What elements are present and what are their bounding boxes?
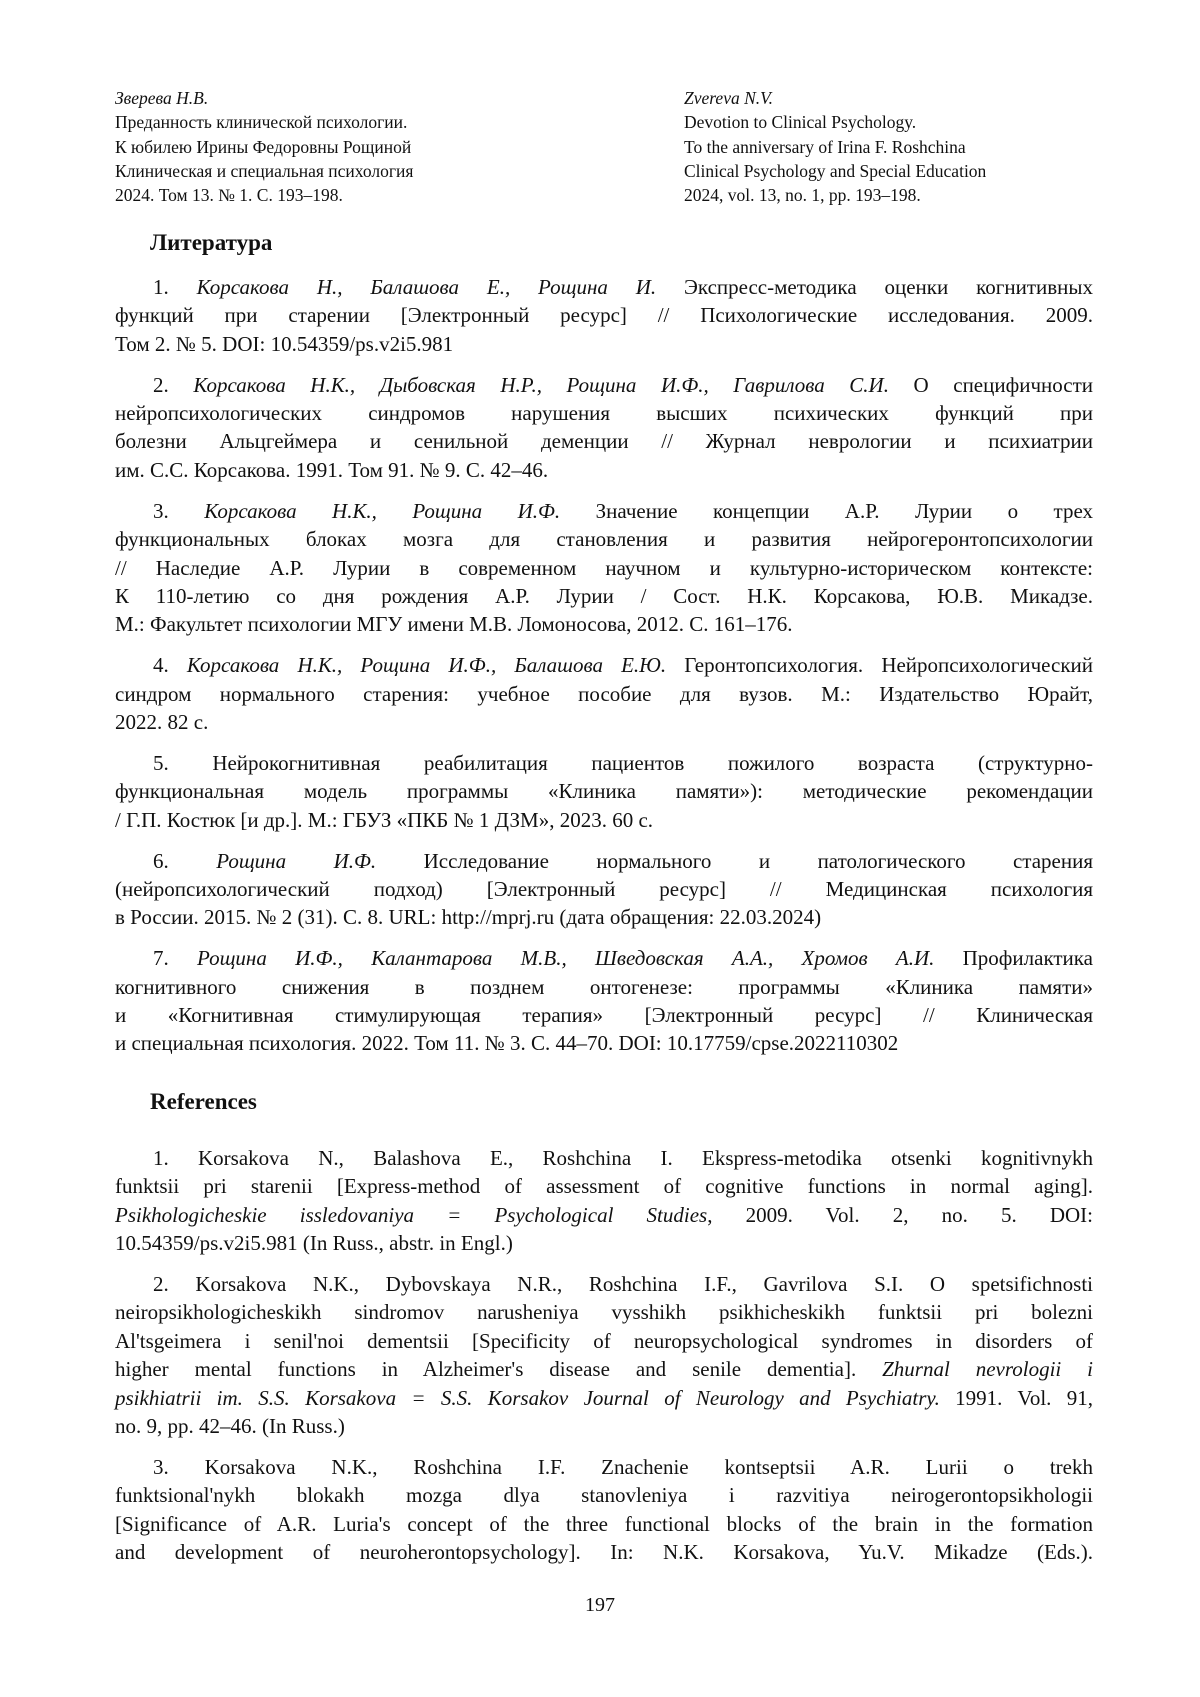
reference-line: [115, 903, 1093, 931]
article-subtitle: К юбилею Ирины Федоровны Рощиной: [115, 135, 413, 159]
reference-item: [115, 371, 1093, 485]
text: О специфичности: [889, 373, 1093, 397]
text: и «Когнитивная стимулирующая терапия» [Электронный ресурс] // Клиническая: [115, 1003, 1093, 1027]
reference-line: [115, 1029, 1093, 1057]
text: 2. Korsakova N.K., Dybovskaya N.R., Roshchina I.F., Gavrilova S.I. O spetsifichnosti: [153, 1272, 1093, 1296]
page-number: 197: [0, 1594, 1200, 1617]
text: им. С.С. Корсакова. 1991. Том 91. № 9. С. 42–46.: [115, 458, 548, 482]
article-title: Devotion to Clinical Psychology.: [684, 110, 986, 134]
reference-line: [115, 777, 1093, 805]
text: функциональных блоках мозга для становления и развития нейрогеронтопсихологии: [115, 527, 1093, 551]
reference-line: [115, 651, 1093, 679]
reference-line: [115, 680, 1093, 708]
text: Геронтопсихология. Нейропсихологический: [666, 653, 1093, 677]
text: (нейропсихологический подход) [Электронный ресурс] // Медицинская психология: [115, 877, 1093, 901]
reference-line: [115, 456, 1093, 484]
reference-item: [115, 497, 1093, 639]
reference-line: [115, 273, 1093, 301]
text: функций при старении [Электронный ресурс] // Психологические исследования. 2009.: [115, 303, 1093, 327]
italic-text: Корсакова Н.К., Рощина И.Ф., Балашова Е.Ю.: [187, 653, 666, 677]
reference-item: [115, 1144, 1093, 1258]
article-title: Преданность клинической психологии.: [115, 110, 413, 134]
reference-item: [115, 749, 1093, 834]
reference-line: [115, 497, 1093, 525]
reference-line: [115, 1144, 1093, 1172]
text: Профилактика: [934, 946, 1093, 970]
reference-line: [115, 1229, 1093, 1257]
text: Экспресс-методика оценки когнитивных: [656, 275, 1093, 299]
reference-line: [115, 1327, 1093, 1355]
text: Исследование нормального и патологического старения: [376, 849, 1093, 873]
reference-line: [115, 330, 1093, 358]
text: 5. Нейрокогнитивная реабилитация пациентов пожилого возраста (структурно-: [153, 751, 1093, 775]
text: no. 9, pp. 42–46. (In Russ.): [115, 1414, 345, 1438]
reference-line: [115, 582, 1093, 610]
reference-line: [115, 525, 1093, 553]
italic-text: psikhiatrii im. S.S. Korsakova = S.S. Korsakov Journal of Neurology and Psychiatry.: [115, 1386, 940, 1410]
text: 1. Korsakova N., Balashova E., Roshchina I. Ekspress-metodika otsenki kognitivnykh: [153, 1146, 1093, 1170]
reference-line: [115, 1538, 1093, 1566]
text: higher mental functions in Alzheimer's disease and senile dementia].: [115, 1357, 882, 1381]
literatura-heading: Литература: [150, 230, 272, 256]
reference-line: [115, 708, 1093, 736]
reference-line: [115, 1270, 1093, 1298]
reference-line: [115, 1453, 1093, 1481]
journal-name: Clinical Psychology and Special Education: [684, 159, 986, 183]
reference-item: [115, 1270, 1093, 1440]
text: 3. Korsakova N.K., Roshchina I.F. Znachenie kontseptsii A.R. Lurii o trekh: [153, 1455, 1093, 1479]
text: 1.: [153, 275, 197, 299]
text: 7.: [153, 946, 197, 970]
text: и специальная психология. 2022. Том 11. № 3. С. 44–70. DOI: 10.17759/cpse.2022110302: [115, 1031, 898, 1055]
text: 10.54359/ps.v2i5.981 (In Russ., abstr. in Engl.): [115, 1231, 513, 1255]
reference-line: [115, 1001, 1093, 1029]
reference-line: [115, 973, 1093, 1001]
reference-line: [115, 371, 1093, 399]
reference-line: [115, 1298, 1093, 1326]
reference-line: [115, 875, 1093, 903]
reference-item: [115, 944, 1093, 1058]
references-list: [115, 1144, 1093, 1579]
journal-name: Клиническая и специальная психология: [115, 159, 413, 183]
italic-text: Psikhologicheskie issledovaniya = Psychological Studies: [115, 1203, 707, 1227]
text: Том 2. № 5. DOI: 10.54359/ps.v2i5.981: [115, 332, 453, 356]
text: Al'tsgeimera i senil'noi dementsii [Specificity of neuropsychological syndromes in disorders of: [115, 1329, 1093, 1353]
reference-line: [115, 806, 1093, 834]
text: синдром нормального старения: учебное пособие для вузов. М.: Издательство Юрайт,: [115, 682, 1093, 706]
reference-item: [115, 1453, 1093, 1567]
text: К 110-летию со дня рождения А.Р. Лурии / Сост. Н.К. Корсакова, Ю.В. Микадзе.: [115, 584, 1093, 608]
reference-line: [115, 427, 1093, 455]
reference-line: [115, 399, 1093, 427]
reference-line: [115, 847, 1093, 875]
text: когнитивного снижения в позднем онтогенезе: программы «Клиника памяти»: [115, 975, 1093, 999]
reference-line: [115, 749, 1093, 777]
author: Zvereva N.V.: [684, 86, 986, 110]
italic-text: Корсакова Н., Балашова Е., Рощина И.: [197, 275, 657, 299]
reference-item: [115, 273, 1093, 358]
text: М.: Факультет психологии МГУ имени М.В. Ломоносова, 2012. С. 161–176.: [115, 612, 792, 636]
reference-line: [115, 1172, 1093, 1200]
text: , 2009. Vol. 2, no. 5. DOI:: [707, 1203, 1093, 1227]
references-heading: References: [150, 1089, 257, 1115]
text: 6.: [153, 849, 216, 873]
italic-text: Рощина И.Ф., Калантарова М.В., Шведовская А.А., Хромов А.И.: [197, 946, 934, 970]
italic-text: Корсакова Н.К., Дыбовская Н.Р., Рощина И.Ф., Гаврилова С.И.: [193, 373, 889, 397]
reference-line: [115, 301, 1093, 329]
italic-text: Корсакова Н.К., Рощина И.Ф.: [204, 499, 560, 523]
text: Значение концепции А.Р. Лурии о трех: [560, 499, 1093, 523]
text: 4.: [153, 653, 187, 677]
text: 2.: [153, 373, 193, 397]
reference-line: [115, 1510, 1093, 1538]
reference-item: [115, 847, 1093, 932]
reference-line: [115, 944, 1093, 972]
author: Зверева Н.В.: [115, 86, 413, 110]
reference-line: [115, 1481, 1093, 1509]
text: / Г.П. Костюк [и др.]. М.: ГБУЗ «ПКБ № 1 ДЗМ», 2023. 60 с.: [115, 808, 653, 832]
italic-text: Zhurnal nevrologii i: [882, 1357, 1093, 1381]
reference-line: [115, 610, 1093, 638]
reference-line: [115, 554, 1093, 582]
text: 3.: [153, 499, 204, 523]
text: funktsional'nykh blokakh mozga dlya stanovleniya i razvitiya neirogerontopsikhologii: [115, 1483, 1093, 1507]
text: болезни Альцгеймера и сенильной деменции // Журнал неврологии и психиатрии: [115, 429, 1093, 453]
text: 1991. Vol. 91,: [940, 1386, 1093, 1410]
header-russian: [115, 86, 413, 207]
reference-line: [115, 1412, 1093, 1440]
citation: 2024. Том 13. № 1. С. 193–198.: [115, 183, 413, 207]
reference-item: [115, 651, 1093, 736]
text: нейропсихологических синдромов нарушения высших психических функций при: [115, 401, 1093, 425]
text: 2022. 82 с.: [115, 710, 208, 734]
reference-line: [115, 1201, 1093, 1229]
article-subtitle: To the anniversary of Irina F. Roshchina: [684, 135, 986, 159]
text: в России. 2015. № 2 (31). С. 8. URL: http://mprj.ru (дата обращения: 22.03.2024): [115, 905, 821, 929]
text: and development of neuroherontopsychology]. In: N.K. Korsakova, Yu.V. Mikadze (Eds.).: [115, 1540, 1093, 1564]
text: [Significance of A.R. Luria's concept of the three functional blocks of the brain in the formation: [115, 1512, 1093, 1536]
text: функциональная модель программы «Клиника памяти»): методические рекомендации: [115, 779, 1093, 803]
reference-line: [115, 1384, 1093, 1412]
header-english: [684, 86, 986, 207]
italic-text: Рощина И.Ф.: [216, 849, 376, 873]
text: funktsii pri starenii [Express-method of assessment of cognitive functions in normal aging].: [115, 1174, 1093, 1198]
text: neiropsikhologicheskikh sindromov narusheniya vysshikh psikhicheskikh funktsii pri bolezni: [115, 1300, 1093, 1324]
text: // Наследие А.Р. Лурии в современном научном и культурно-историческом контексте:: [115, 556, 1093, 580]
citation: 2024, vol. 13, no. 1, pp. 193–198.: [684, 183, 986, 207]
reference-line: [115, 1355, 1093, 1383]
literatura-list: [115, 273, 1093, 1070]
